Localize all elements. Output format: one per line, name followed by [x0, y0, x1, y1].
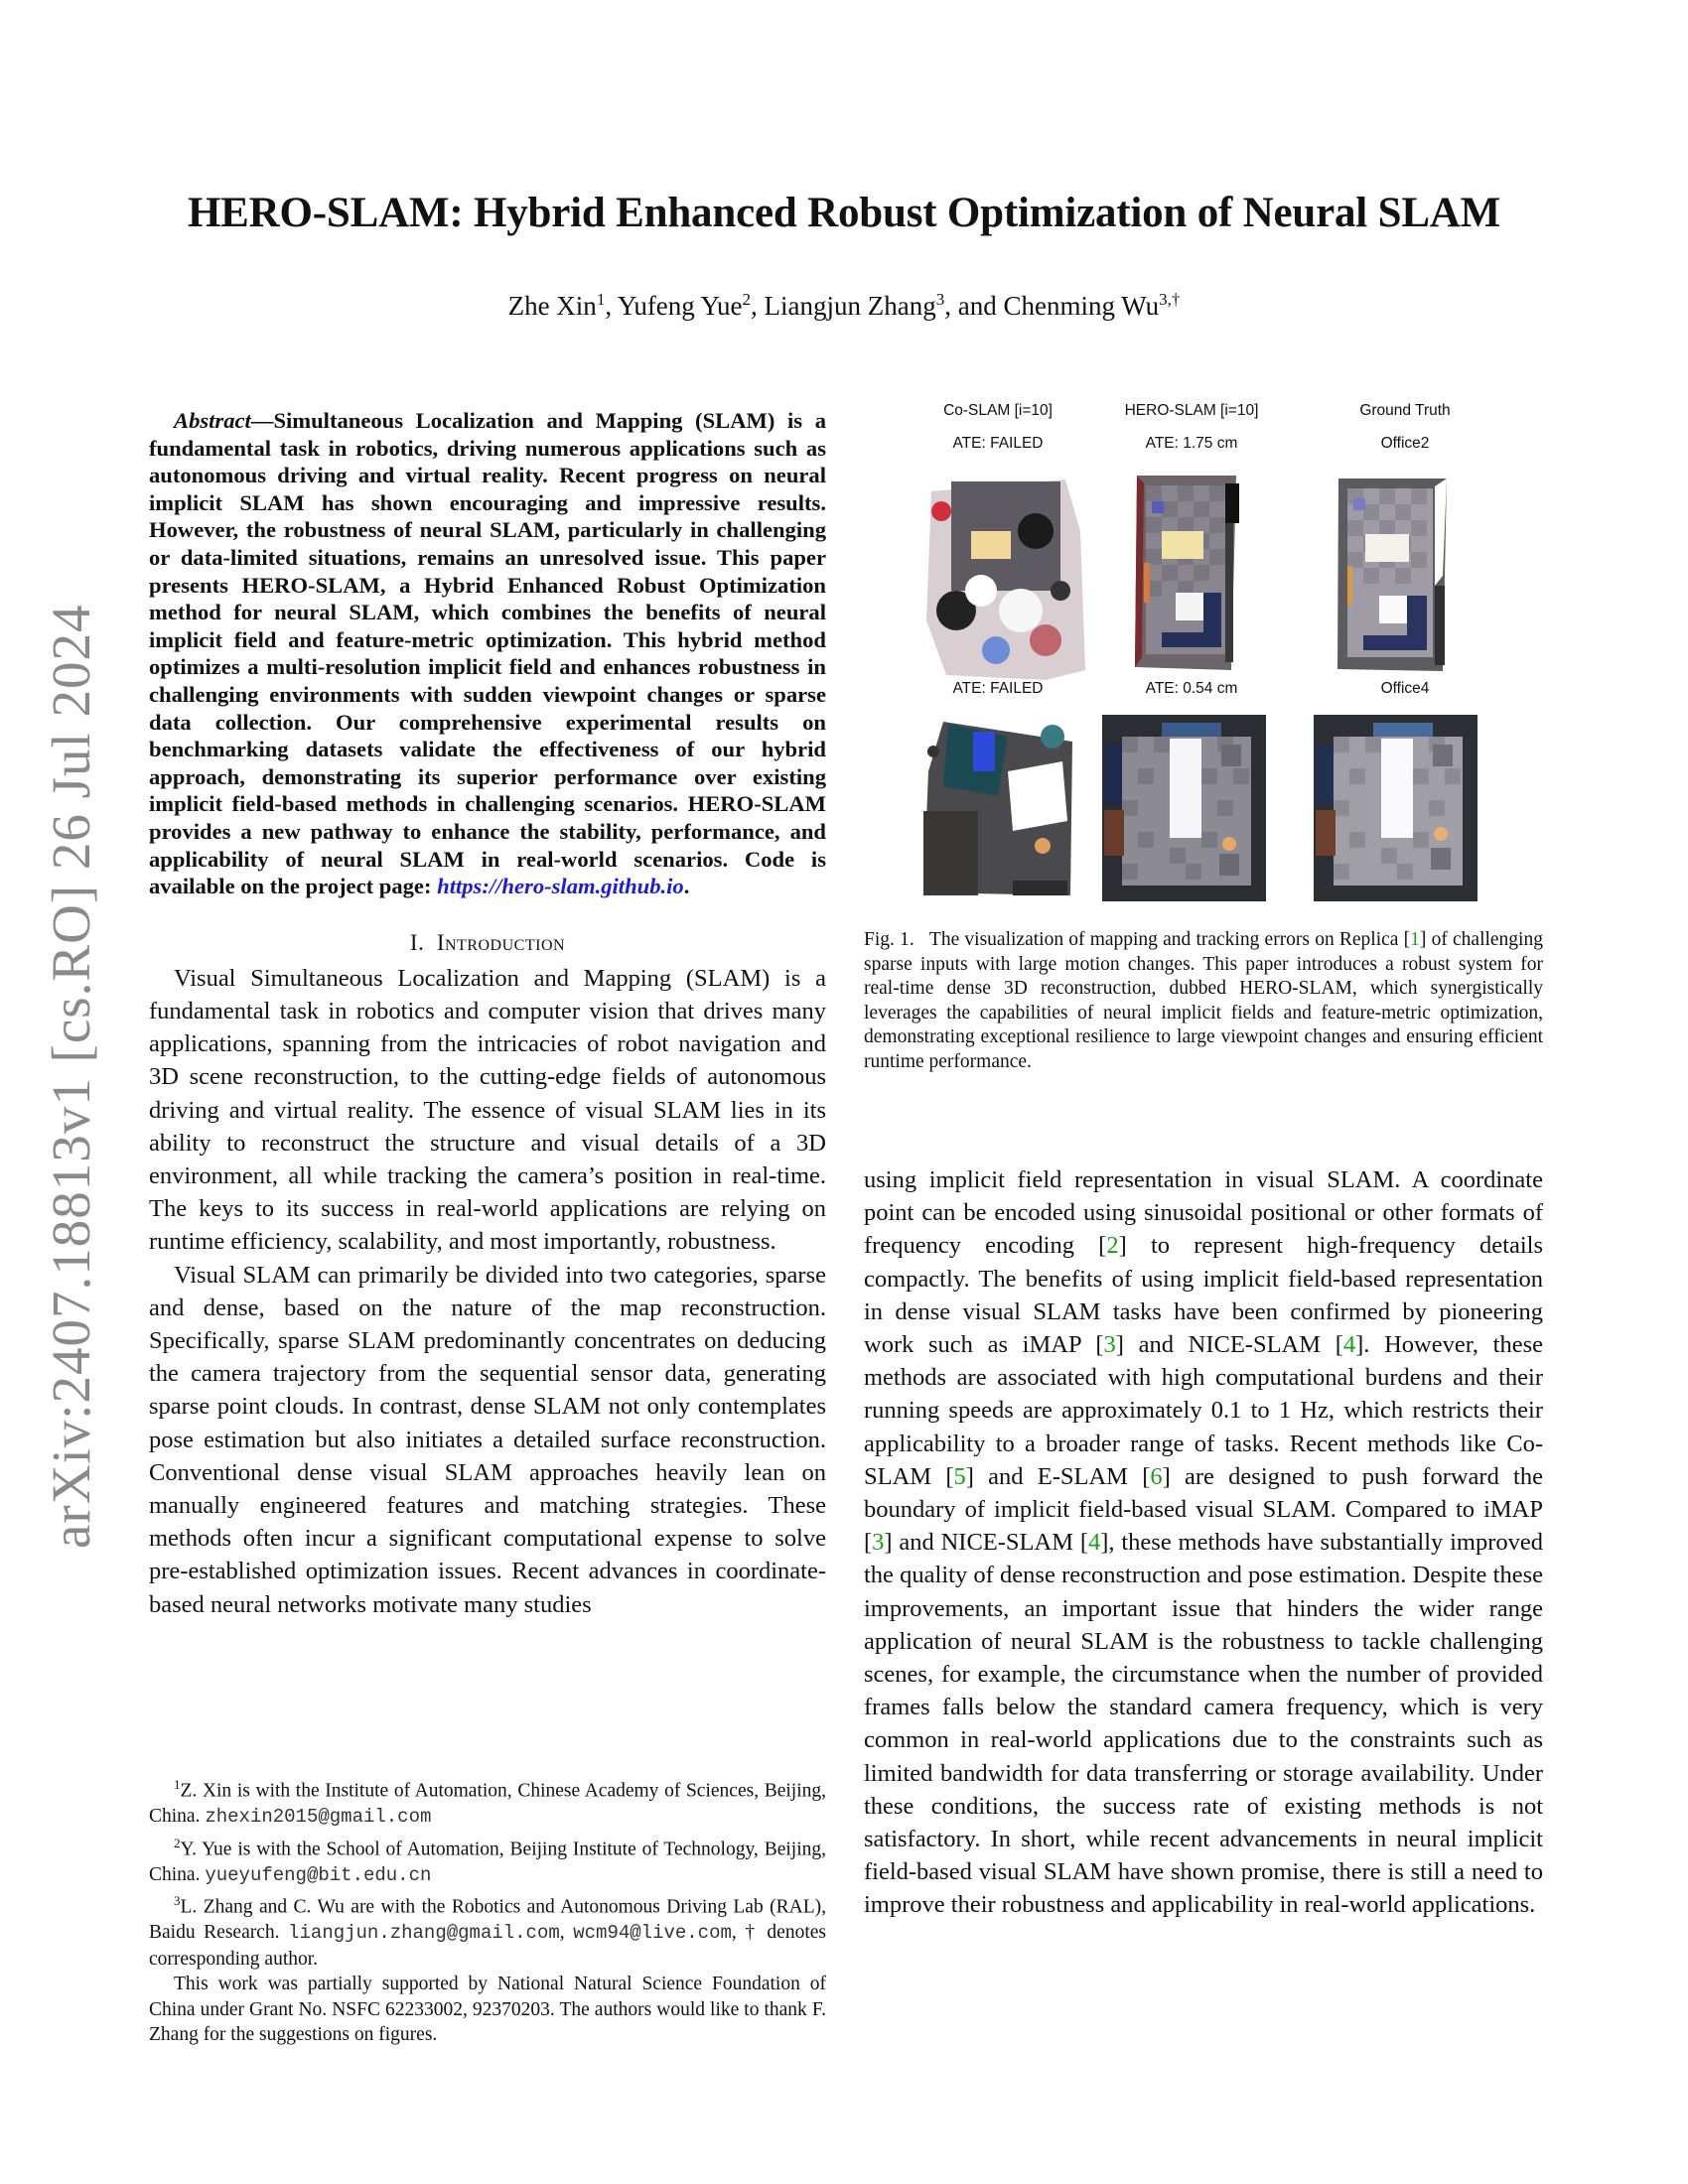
footnote-marker: 3	[174, 1893, 181, 1908]
intro-paragraph-3: using implicit field representation in visual SLAM. A coordinate point can be encoded using sinusoidal positional or other formats of frequency encoding [2] to represent high-frequency details compactly. The benefits of using implicit field-based representation in dense visual SLAM tasks have been confirmed by pioneering work such as iMAP [3] and NICE-SLAM [4]. However, these methods are associated with high computational burdens and their running speeds are approximately 0.1 to 1 Hz, which restricts their applicability to a broader range of tasks. Recent methods like Co-SLAM [5] and E-SLAM [6] are designed to push forward the boundary of implicit field-based visual SLAM. Compared to iMAP [3] and NICE-SLAM [4], these methods have substantially improved the quality of dense reconstruction and pose estimation. Despite these improvements, an important issue that hinders the wider range application of neural SLAM is the robustness to tackle challenging scenes, for example, the circumstance when the number of provided frames falls below the standard camera frequency, which is very common in real-world applications due to the constraints such as limited bandwidth for data transferring or storage availability. Under these conditions, the success rate of existing methods is not satisfactory. In short, while recent advancements in neural implicit field-based visual SLAM have shown promise, there is still a need to improve their robustness and applicability in real-world applications.	[864, 1166, 1544, 1919]
footnote-text: Y. Yue is with the School of Automation, Beijing Institute of Technology, Beijing, China.	[149, 1839, 826, 1885]
hero-slam-office4-reconstruction	[1102, 715, 1266, 901]
abstract-lead: Abstract	[174, 408, 251, 433]
left-column	[149, 407, 826, 1621]
hero-slam-office2-reconstruction	[1132, 474, 1241, 672]
section-number: I.	[409, 929, 425, 955]
footnotes	[149, 1772, 826, 2048]
column-label-ground-truth: Ground Truth	[1359, 402, 1451, 419]
body-text: and E-SLAM	[973, 1462, 1143, 1490]
reconstruction-image-office4	[1102, 715, 1266, 901]
scene-label: Office2	[1380, 435, 1430, 452]
body-text: using implicit field representation in visual SLAM. A coordinate point can be encoded using sinusoidal positional or other formats of frequency encoding	[864, 1166, 1543, 1260]
author-name: Chenming Wu	[1003, 291, 1160, 321]
footnote-text: L. Zhang and C. Wu are with the Robotics and Autonomous Driving Lab (RAL), Baidu Research.	[149, 1896, 826, 1943]
footnote-2	[149, 1831, 826, 1889]
intro-paragraph-2: Visual SLAM can primarily be divided into two categories, sparse and dense, based on the nature of the map reconstruction. Specifically, sparse SLAM predominantly concentrates on deducing the camera trajectory from the sequential sensor data, generating sparse point clouds. In contrast, dense SLAM not only contemplates pose estimation but also initiates a detailed surface reconstruction. Conventional dense visual SLAM approaches heavily lean on manually engineered features and matching strategies. These methods often incur a significant computational expense to solve pre-established optimization issues. Recent advances in coordinate-based neural networks motivate many studies	[149, 1261, 826, 1618]
arxiv-identifier-stamp: arXiv:2407.18813v1 [cs.RO] 26 Jul 2024	[41, 604, 101, 1549]
body-text: , these methods have substantially improved the quality of dense reconstruction and pose estimation. Despite these improvements, an important issue that hinders the wider range application of neural SLAM is the robustness to tackle challenging scenes, for example, the circumstance when the number of provided frames falls below the standard camera frequency, which is very common in real-world applications due to the constraints such as limited bandwidth for data transferring or storage availability. Under these conditions, the success rate of existing methods is not satisfactory. In short, while recent advancements in neural implicit field-based visual SLAM have shown promise, there is still a need to improve their robustness and applicability in real-world applications.	[864, 1529, 1544, 1919]
citation-link[interactable]: 1	[1410, 929, 1420, 950]
paper-title: HERO-SLAM: Hybrid Enhanced Robust Optimization of Neural SLAM	[187, 190, 1501, 236]
citation-link[interactable]: 4	[1342, 1331, 1356, 1359]
ate-label: ATE: FAILED	[952, 680, 1044, 697]
abstract-text: Simultaneous Localization and Mapping (SLAM) is a fundamental task in robotics, driving numerous applications such as autonomous driving and virtual reality. Recent progress on neural implicit SLAM has shown encouraging and impressive results. However, the robustness of neural SLAM, particularly in challenging or data-limited situations, remains an unresolved issue. This paper presents HERO-SLAM, a Hybrid Enhanced Robust Optimization method for neural SLAM, which combines the benefits of neural implicit field and feature-metric optimization. This hybrid method optimizes a multi-resolution implicit field and enhances robustness in challenging environments with sudden viewpoint changes or sparse data collection. Our comprehensive experimental results on benchmarking datasets validate the effectiveness of our hybrid approach, demonstrating its superior performance over existing implicit field-based methods in challenging scenarios. HERO-SLAM provides a new pathway to enhance the stability, performance, and applicability of neural SLAM in real-world scenarios. Code is available on the project page:	[149, 408, 826, 899]
abstract-tail: .	[683, 874, 690, 899]
author-affiliation: 3,†	[1159, 290, 1181, 309]
footnote-marker: 2	[174, 1835, 181, 1850]
abstract	[149, 407, 826, 900]
author-separator: ,	[751, 291, 765, 321]
ate-label: ATE: 0.54 cm	[1145, 680, 1238, 697]
column-label-hero-slam: HERO-SLAM [i=10]	[1124, 402, 1259, 419]
citation-link[interactable]: 4	[1088, 1529, 1101, 1557]
caption-label: Fig. 1.	[864, 929, 914, 950]
author-separator: ,	[605, 291, 618, 321]
abstract-dash: —	[250, 408, 274, 433]
co-slam-office4-reconstruction	[914, 712, 1072, 900]
email-link[interactable]: liangjun.zhang@gmail.com	[288, 1922, 560, 1944]
body-text: and NICE-SLAM	[1123, 1331, 1336, 1359]
author-list	[139, 290, 1549, 322]
ate-label: ATE: 1.75 cm	[1145, 435, 1238, 452]
ground-truth-office2	[1336, 477, 1450, 675]
reconstruction-image-failed	[914, 712, 1072, 900]
caption-text: The visualization of mapping and tracking errors on Replica	[928, 929, 1404, 950]
ground-truth-image-office2	[1336, 477, 1450, 675]
co-slam-office2-reconstruction	[926, 472, 1085, 680]
citation-link[interactable]: 5	[953, 1462, 966, 1490]
footnote-3	[149, 1888, 826, 1972]
right-column	[864, 1163, 1543, 1922]
funding-note: This work was partially supported by National Natural Science Foundation of China under Grant No. NSFC 62233002, 92370203. The authors would like to thank F. Zhang for the suggestions on figures.	[149, 1974, 826, 2045]
author-name: Liangjun Zhang	[764, 291, 936, 321]
footnote-marker: 1	[174, 1777, 181, 1792]
scene-label: Office4	[1380, 680, 1430, 697]
reconstruction-image-failed	[926, 472, 1085, 680]
figure-1	[899, 402, 1544, 898]
footnote-text: Z. Xin is with the Institute of Automation, Chinese Academy of Sciences, Beijing, China.	[149, 1780, 826, 1827]
citation-link[interactable]: 2	[1106, 1232, 1119, 1260]
citation-link[interactable]: 6	[1150, 1462, 1163, 1490]
intro-paragraph-1: Visual Simultaneous Localization and Mapping (SLAM) is a fundamental task in robotics and computer vision that drives many applications, spanning from the intricacies of robot navigation and 3D scene reconstruction, to the cutting-edge fields of autonomous driving and virtual reality. The essence of visual SLAM lies in its ability to reconstruct the structure and visual details of a 3D environment, all while tracking the camera’s position in real-time. The keys to its success in real-world applications are relying on runtime efficiency, scalability, and most importantly, robustness.	[149, 964, 826, 1256]
ground-truth-image-office4	[1314, 715, 1477, 901]
footnote-separator: ,	[559, 1922, 574, 1943]
section-heading-introduction	[149, 930, 826, 956]
project-page-link[interactable]: https://hero-slam.github.io	[437, 874, 684, 899]
column-label-co-slam: Co-SLAM [i=10]	[943, 402, 1053, 419]
email-link[interactable]: wcm94@live.com	[573, 1922, 732, 1944]
footnote-text: , † denotes corresponding author.	[149, 1922, 826, 1970]
email-link[interactable]: yueyufeng@bit.edu.cn	[205, 1863, 432, 1886]
author-affiliation: 2	[742, 290, 752, 309]
author-name: Yufeng Yue	[617, 291, 743, 321]
author-affiliation: 1	[596, 290, 606, 309]
ate-label: ATE: FAILED	[952, 435, 1044, 452]
author-separator: , and	[944, 291, 1004, 321]
citation-link[interactable]: 3	[1103, 1331, 1116, 1359]
body-text: . However, these methods are associated with high computational burdens and their running speeds are approximately 0.1 to 1 Hz, which restricts their applicability to a broader range of tasks. Recent methods like Co-SLAM	[864, 1331, 1544, 1490]
figure-caption: Fig. 1. The visualization of mapping and tracking errors on Replica [1] of challenging sparse inputs with large motion changes. This paper introduces a robust system for real-time dense 3D reconstruction, dubbed HERO-SLAM, which synergistically leverages the capabilities of neural implicit fields and feature-metric optimization, demonstrating exceptional resilience to large viewpoint changes and ensuring efficient runtime performance.	[864, 929, 1543, 1072]
email-link[interactable]: zhexin2015@gmail.com	[205, 1806, 432, 1828]
footnote-1	[149, 1772, 826, 1831]
author-affiliation: 3	[935, 290, 945, 309]
citation-link[interactable]: 3	[872, 1529, 885, 1557]
body-text: are designed to push forward the boundary of implicit field-based visual SLAM. Compared to iMAP	[864, 1462, 1543, 1524]
reconstruction-image-office2	[1132, 474, 1241, 672]
ground-truth-office4	[1314, 715, 1477, 901]
body-text: to represent high-frequency details compactly. The benefits of using implicit field-based representation in dense visual SLAM tasks have been confirmed by pioneering work such as iMAP	[864, 1232, 1543, 1359]
author-name: Zhe Xin	[507, 291, 597, 321]
section-title: Introduction	[436, 929, 566, 955]
caption-text: of challenging sparse inputs with large motion changes. This paper introduces a robust system for real-time dense 3D reconstruction, dubbed HERO-SLAM, which synergistically leverages the capabilities of neural implicit fields and feature-metric optimization, demonstrating exceptional resilience to large viewpoint changes and ensuring efficient runtime performance.	[864, 929, 1543, 1072]
body-text: and NICE-SLAM	[892, 1529, 1080, 1557]
